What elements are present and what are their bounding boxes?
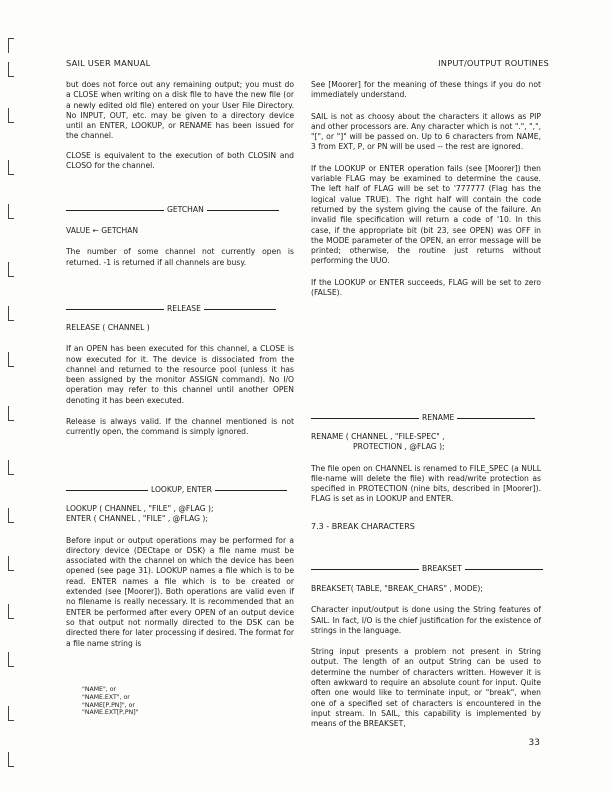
running-header-right: INPUT/OUTPUT ROUTINES xyxy=(438,58,549,68)
format-line: "NAME[P,PN]", or xyxy=(82,701,135,709)
rule xyxy=(207,210,279,211)
syntax-line: VALUE ← GETCHAN xyxy=(66,226,139,235)
section-title: RENAME xyxy=(422,413,455,422)
margin-mark xyxy=(8,352,14,367)
paragraph: SAIL is not as choosy about the characters it allows as PIP and other processors are. Any character which is not ".", ",", "[", or "]" will be passed on. Up to 6 characters from NAME, 3 from EXT, P, or PN will be used -- the rest are ignored. xyxy=(311,111,541,152)
intro-paragraph: but does not force out any remaining output; you must do a CLOSE when writing on a disk file to have the new file (or a newly edited old file) entered on your User File Directory. No INPUT, OUT, etc. may be given to a directory device until an ENTER, LOOKUP, or RENAME has been issued for the channel. xyxy=(66,80,294,141)
syntax-line: RELEASE ( CHANNEL ) xyxy=(66,323,150,332)
syntax-line: BREAKSET( TABLE, "BREAK_CHARS" , MODE); xyxy=(311,584,483,593)
margin-mark xyxy=(8,556,14,571)
rename-heading xyxy=(311,413,535,423)
rule xyxy=(66,309,164,310)
paragraph: Character input/output is done using the String features of SAIL. In fact, I/O is the chief justification for the existence of strings in the language. xyxy=(311,605,541,635)
paragraph: String input presents a problem not present in String output. The length of an output String can be used to determine the number of characters written. However it is often awkward to require an absolute count for input. Quite often one would like to terminate input, or "break", when one of a specified set of characters is encountered in the input stream. In SAIL, this capability is implemented by means of the BREAKSET, xyxy=(311,647,541,729)
filename-formats xyxy=(82,686,138,717)
section-title: RELEASE xyxy=(167,304,201,313)
rule xyxy=(204,309,276,310)
paragraph: Before input or output operations may be performed for a directory device (DECtape or DSK) a file name must be associated with the channel on which the device has been opened (see page 31). LOOKUP names a file which is to be read. ENTER names a file which is to be created or extended (see [Moorer]). Both operations are valid even if no filename is really necessary. It is recommended that an ENTER be performed after every OPEN of an output device so that output not normally directed to the DSK can be directed there for later processing if desired. The format for a file name string is xyxy=(66,535,294,648)
margin-mark xyxy=(8,604,14,619)
syntax-line: RENAME ( CHANNEL , "FILE-SPEC" , xyxy=(311,432,445,441)
margin-mark xyxy=(8,508,14,523)
margin-mark xyxy=(8,38,14,53)
margin-mark xyxy=(8,62,14,77)
syntax-line: ENTER ( CHANNEL , "FILE" , @FLAG ); xyxy=(66,514,208,524)
syntax-line: PROTECTION , @FLAG ); xyxy=(353,442,445,452)
paragraph: See [Moorer] for the meaning of these things if you do not immediately understand. xyxy=(311,80,541,100)
format-line: "NAME.EXT[P,PN]" xyxy=(82,709,139,717)
margin-mark xyxy=(8,752,14,767)
rule xyxy=(465,569,543,570)
right-column-top xyxy=(311,80,541,298)
rule xyxy=(66,490,148,491)
rule xyxy=(66,210,164,211)
lookup-enter-heading xyxy=(66,485,287,495)
breakset-body xyxy=(311,584,541,730)
rule xyxy=(457,418,535,419)
section-heading-break-characters: 7.3 - BREAK CHARACTERS xyxy=(311,522,415,531)
lookup-enter-body xyxy=(66,504,294,649)
breakset-heading xyxy=(311,564,543,574)
margin-mark xyxy=(8,204,14,219)
paragraph: The number of some channel not currently open is returned. -1 is returned if all channels are busy. xyxy=(66,247,294,267)
section-title: GETCHAN xyxy=(167,205,204,214)
section-title: LOOKUP, ENTER xyxy=(151,485,212,494)
margin-mark xyxy=(8,460,14,475)
rule xyxy=(311,569,419,570)
paragraph: If the LOOKUP or ENTER operation fails (see [Moorer]) then variable FLAG may be examined to determine the cause. The left half of FLAG will be set to '777777 (Flag has the logical value TRUE). The right half will contain the code returned by the system giving the cause of the failure. An invalid file specification will return a code of '10. In this case, if the appropriate bit (bit 23, see OPEN) was OFF in the MODE parameter of the OPEN, an error message will be printed; otherwise, the routine just returns without performing the UUO. xyxy=(311,163,541,266)
paragraph: If an OPEN has been executed for this channel, a CLOSE is now executed for it. The device is dissociated from the channel and returned to the resource pool (unless it has been assigned by the monitor ASSIGN command). No I/O operation may refer to this channel until another OPEN denoting it has been executed. xyxy=(66,344,294,405)
release-heading xyxy=(66,304,276,314)
getchan-body xyxy=(66,226,294,268)
margin-mark xyxy=(8,306,14,321)
margin-mark xyxy=(8,108,14,123)
syntax-line: LOOKUP ( CHANNEL , "FILE" , @FLAG ); xyxy=(66,504,214,513)
rename-body xyxy=(311,432,541,505)
page-number: 33 xyxy=(528,738,540,748)
margin-mark xyxy=(8,652,14,667)
format-line: "NAME", or xyxy=(82,686,117,693)
left-intro xyxy=(66,80,294,171)
format-line: "NAME.EXT", or xyxy=(82,693,130,701)
margin-mark xyxy=(8,406,14,421)
rule xyxy=(311,418,419,419)
paragraph: If the LOOKUP or ENTER succeeds, FLAG will be set to zero (FALSE). xyxy=(311,277,541,298)
release-body xyxy=(66,323,294,438)
getchan-heading xyxy=(66,205,279,215)
margin-mark xyxy=(8,160,14,175)
paragraph: Release is always valid. If the channel mentioned is not currently open, the command is simply ignored. xyxy=(66,417,294,437)
paragraph: The file open on CHANNEL is renamed to FILE_SPEC (a NULL file-name will delete the file) with read/write protection as specified in PROTECTION (nine bits, described in [Moorer]). FLAG is set as in LOOKUP and ENTER. xyxy=(311,463,541,504)
section-title: BREAKSET xyxy=(422,564,462,573)
margin-mark xyxy=(8,706,14,721)
intro-paragraph: CLOSE is equivalent to the execution of both CLOSIN and CLOSO for the channel. xyxy=(66,150,294,171)
running-header-left: SAIL USER MANUAL xyxy=(66,58,151,68)
rule xyxy=(215,490,287,491)
margin-mark xyxy=(8,262,14,277)
